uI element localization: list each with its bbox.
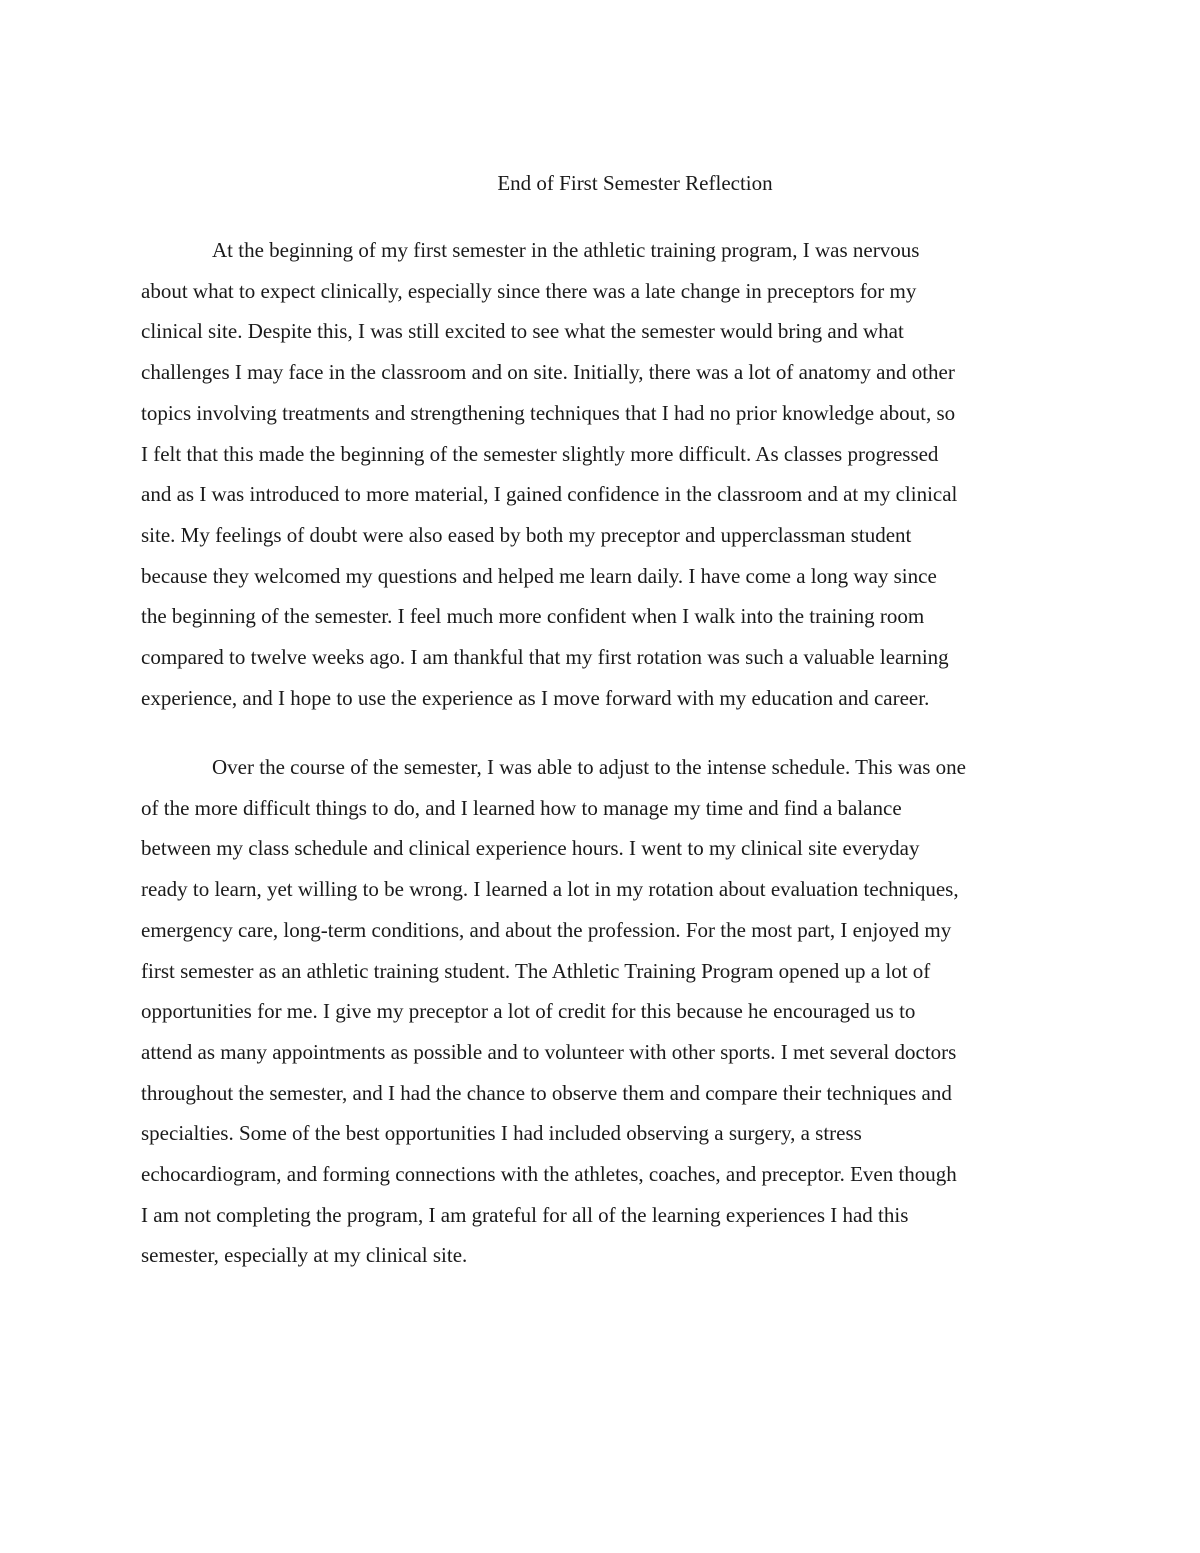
paragraph-line: specialties. Some of the best opportunities I had included observing a surgery, a stress <box>141 1121 862 1146</box>
paragraph-line: topics involving treatments and strengthening techniques that I had no prior knowledge about, so <box>141 400 956 425</box>
paragraph-line: experience, and I hope to use the experience as I move forward with my education and career. <box>141 685 930 710</box>
paragraph-line: throughout the semester, and I had the chance to observe them and compare their techniques and <box>141 1080 952 1105</box>
page-title: End of First Semester Reflection <box>497 171 773 195</box>
paragraph-line: semester, especially at my clinical site. <box>141 1243 468 1268</box>
paragraph-line: compared to twelve weeks ago. I am thankful that my first rotation was such a valuable learning <box>141 645 949 670</box>
paragraph-line: site. My feelings of doubt were also eased by both my preceptor and upperclassman student <box>141 522 912 547</box>
paragraph-line: because they welcomed my questions and helped me learn daily. I have come a long way since <box>141 563 937 588</box>
paragraph-line: I am not completing the program, I am grateful for all of the learning experiences I had this <box>141 1202 909 1227</box>
paragraph-line: attend as many appointments as possible and to volunteer with other sports. I met several doctors <box>141 1039 957 1064</box>
paragraph-line: echocardiogram, and forming connections with the athletes, coaches, and preceptor. Even though <box>141 1162 957 1187</box>
paragraph-line: and as I was introduced to more material, I gained confidence in the classroom and at my clinical <box>141 482 958 507</box>
paragraph-line: I felt that this made the beginning of the semester slightly more difficult. As classes progressed <box>141 441 939 466</box>
paragraph-line: the beginning of the semester. I feel much more confident when I walk into the training room <box>141 604 925 629</box>
paragraph-line: first semester as an athletic training student. The Athletic Training Program opened up a lot of <box>141 958 931 983</box>
paragraph-line: opportunities for me. I give my preceptor a lot of credit for this because he encouraged us to <box>141 999 916 1024</box>
paragraph-line: between my class schedule and clinical experience hours. I went to my clinical site everyday <box>141 836 920 861</box>
paragraph-line: ready to learn, yet willing to be wrong. I learned a lot in my rotation about evaluation techniques, <box>141 877 959 902</box>
paragraph-line: clinical site. Despite this, I was still excited to see what the semester would bring and what <box>141 319 904 344</box>
paragraph-line: emergency care, long-term conditions, and about the profession. For the most part, I enjoyed my <box>141 917 952 942</box>
paragraph-line: Over the course of the semester, I was able to adjust to the intense schedule. This was one <box>212 755 966 779</box>
paragraph-line: of the more difficult things to do, and I learned how to manage my time and find a balance <box>141 795 902 820</box>
paragraph-line: challenges I may face in the classroom and on site. Initially, there was a lot of anatomy and other <box>141 360 955 385</box>
paragraph <box>141 230 1061 718</box>
paragraph-line: At the beginning of my first semester in the athletic training program, I was nervous <box>212 238 920 262</box>
paragraph-line: about what to expect clinically, especially since there was a late change in preceptors for my <box>141 278 917 303</box>
paragraph <box>141 747 1061 1276</box>
